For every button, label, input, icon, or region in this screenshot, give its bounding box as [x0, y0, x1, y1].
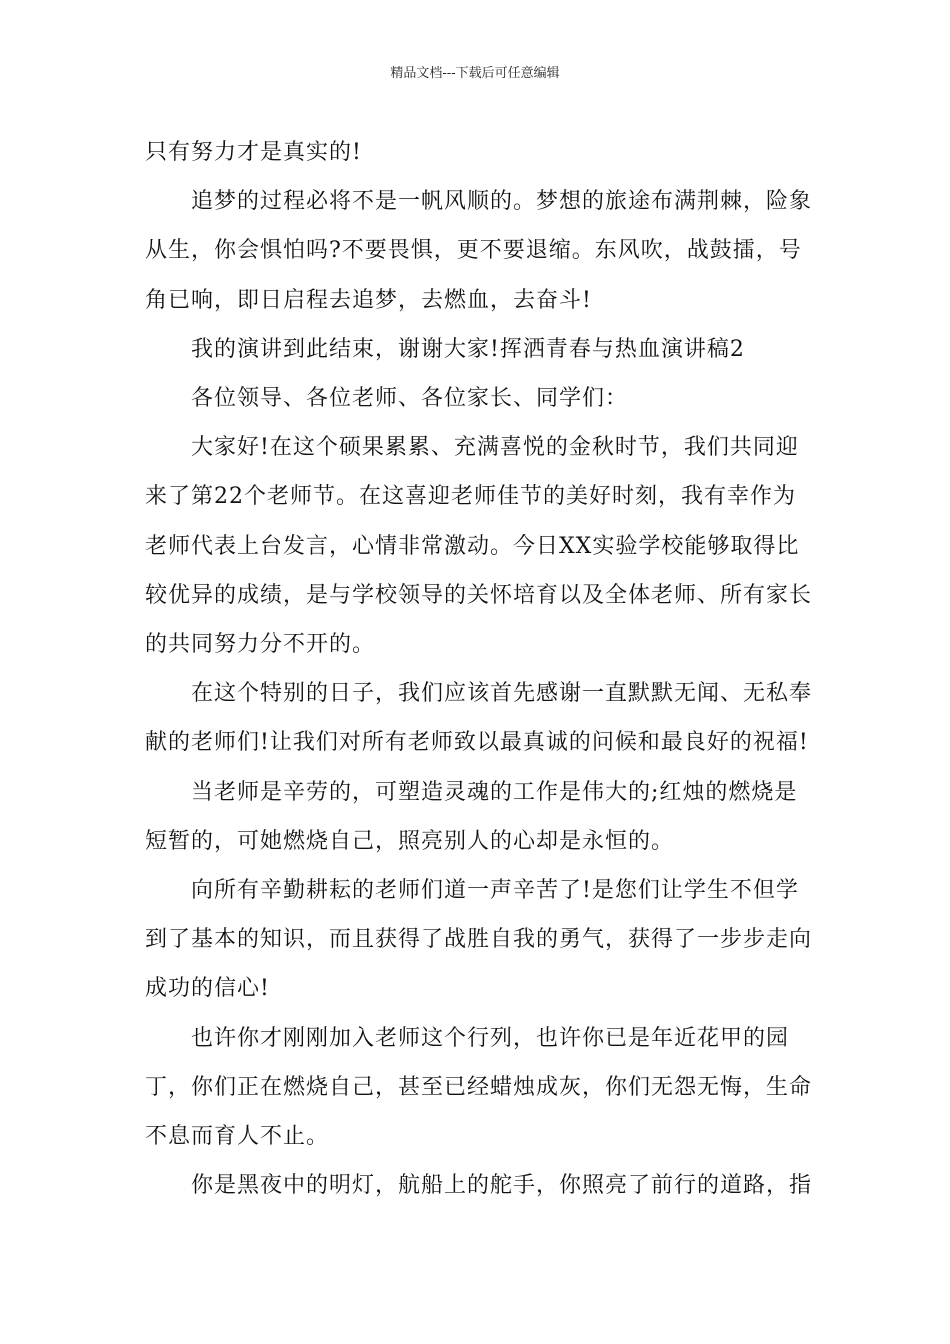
document-body: [145, 128, 815, 1210]
paragraph: 各位领导、各位老师、各位家长、同学们：: [191, 386, 629, 412]
paragraph: 在这个特别的日子，我们应该首先感谢一直默默无闻、无私奉献的老师们!让我们对所有老师致以最真诚的问候和最良好的祝福!: [145, 681, 813, 756]
paragraph: 也许你才刚刚加入老师这个行列，也许你已是年近花甲的园丁，你们正在燃烧自己，甚至已经蜡烛成灰，你们无怨无悔，生命不息而育人不止。: [145, 1025, 813, 1150]
paragraph: 当老师是辛劳的，可塑造灵魂的工作是伟大的;红烛的燃烧是短暂的，可她燃烧自己，照亮别人的心却是永恒的。: [145, 779, 798, 854]
paragraph: 大家好!在这个硕果累累、充满喜悦的金秋时节，我们共同迎来了第22个老师节。在这喜迎老师佳节的美好时刻，我有幸作为老师代表上台发言，心情非常激动。今日XX实验学校能够取得比较优异的成绩，是与学校领导的关怀培育以及全体老师、所有家长的共同努力分不开的。: [145, 435, 813, 658]
paragraph: 你是黑夜中的明灯，航船上的舵手，你照亮了前行的道路，指: [191, 1173, 813, 1199]
paragraph: 只有努力才是真实的!: [145, 140, 362, 165]
paragraph: 我的演讲到此结束，谢谢大家!挥洒青春与热血演讲稿2: [191, 336, 745, 362]
page-header: 精品文档---下载后可任意编辑: [390, 66, 560, 81]
paragraph: 追梦的过程必将不是一帆风顺的。梦想的旅途布满荆棘，险象从生，你会惧怕吗?不要畏惧，更不要退缩。东风吹，战鼓擂，号角已响，即日启程去追梦，去燃血，去奋斗!: [145, 189, 813, 313]
paragraph: 向所有辛勤耕耘的老师们道一声辛苦了!是您们让学生不但学到了基本的知识，而且获得了战胜自我的勇气，获得了一步步走向成功的信心!: [145, 878, 813, 1002]
